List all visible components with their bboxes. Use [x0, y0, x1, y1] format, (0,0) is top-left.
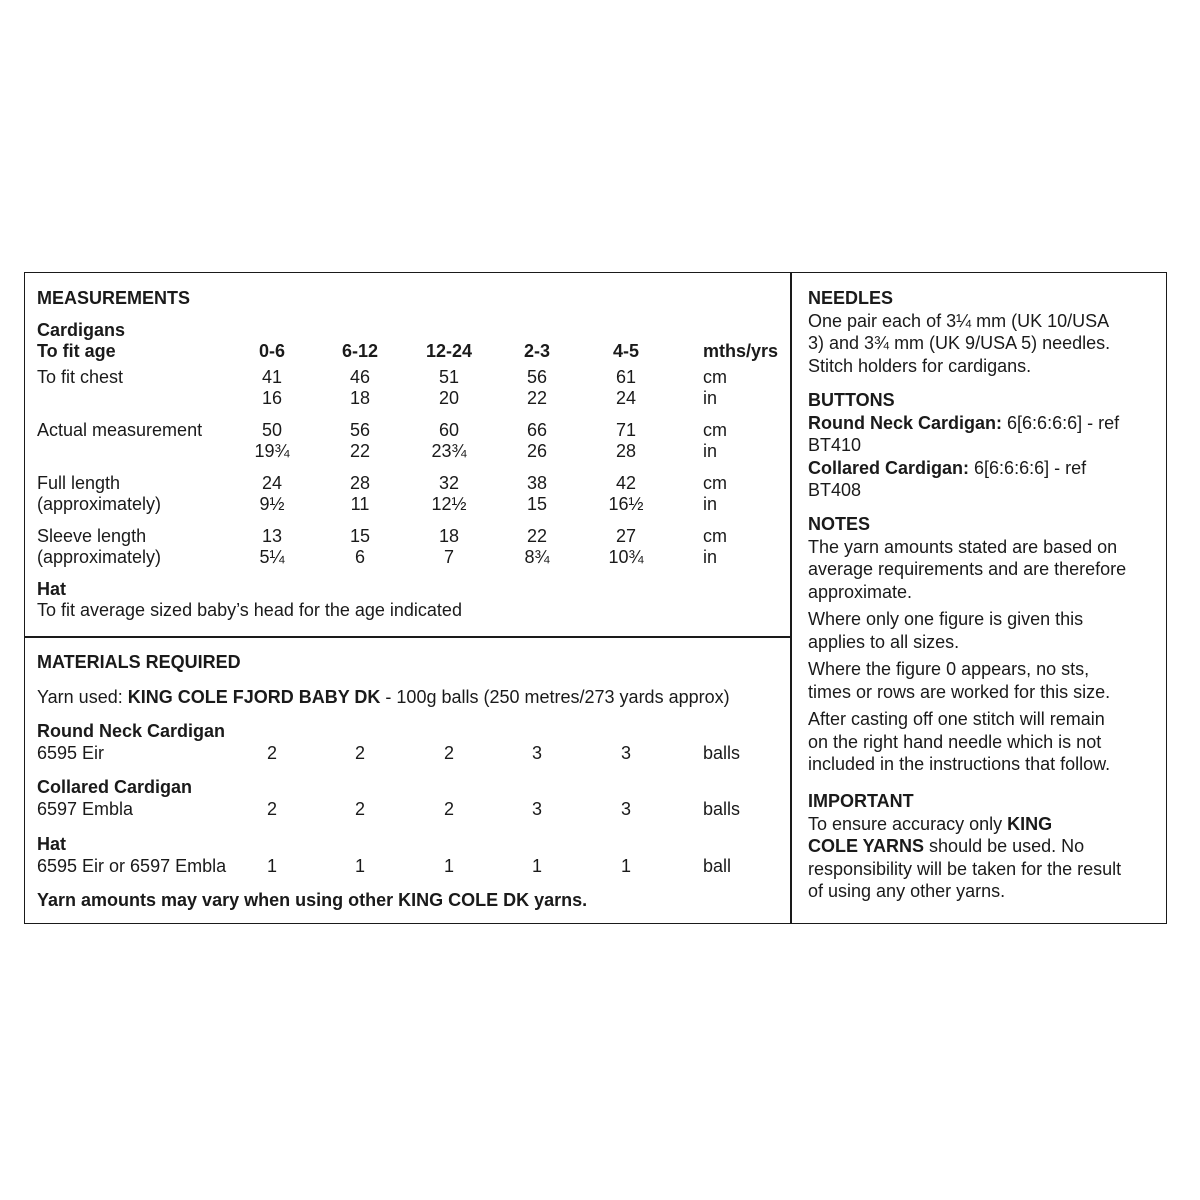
in-value: 12½ — [431, 494, 467, 514]
cm-value: 46 — [349, 367, 371, 387]
qty-value: 3 — [531, 743, 542, 763]
yarn-used-suffix: - 100g balls (250 metres/273 yards approx) — [380, 687, 730, 707]
notes-text: on the right hand needle which is not — [808, 731, 1102, 752]
qty-value: 3 — [620, 743, 631, 763]
unit-in: in — [703, 547, 718, 567]
to-fit-age-label: To fit age — [37, 341, 116, 361]
in-value: 22 — [349, 441, 371, 461]
in-value: 19¾ — [254, 441, 290, 461]
unit-in: in — [703, 441, 718, 461]
cm-value: 42 — [615, 473, 637, 493]
qty-value: 2 — [266, 799, 277, 819]
in-value: 20 — [438, 388, 460, 408]
materials-footer-note: Yarn amounts may vary when using other KING COLE DK yarns. — [37, 890, 588, 910]
cm-value: 32 — [438, 473, 460, 493]
important-line: of using any other yarns. — [808, 881, 1006, 901]
in-value: 7 — [443, 547, 454, 567]
buttons-heading: BUTTONS — [808, 390, 895, 410]
materials-heading: MATERIALS REQUIRED — [37, 652, 241, 672]
yarn-used-line — [37, 687, 730, 708]
qty-value: 1 — [266, 856, 277, 876]
cm-value: 38 — [526, 473, 548, 493]
notes-text: approximate. — [808, 581, 913, 602]
size-header: 12-24 — [425, 341, 473, 361]
needles-text: One pair each of 3¼ mm (UK 10/USA — [808, 310, 1110, 331]
row-label: Full length — [37, 473, 121, 493]
cm-value: 56 — [349, 420, 371, 440]
cm-value: 50 — [261, 420, 283, 440]
important-brand: KING — [1007, 813, 1053, 834]
measurements-heading: MEASUREMENTS — [37, 288, 191, 308]
unit-in: in — [703, 388, 718, 408]
hat-label: Hat — [37, 579, 67, 599]
in-value: 5¼ — [259, 547, 285, 567]
cm-value: 18 — [438, 526, 460, 546]
qty-value: 2 — [354, 743, 365, 763]
in-value: 24 — [615, 388, 637, 408]
qty-value: 1 — [354, 856, 365, 876]
notes-text: Where only one figure is given this — [808, 609, 1084, 629]
cm-value: 22 — [526, 526, 548, 546]
important-brand: COLE YARNS — [808, 836, 925, 856]
qty-value: 3 — [620, 799, 631, 819]
unit-header: mths/yrs — [703, 341, 779, 361]
cm-value: 15 — [349, 526, 371, 546]
qty-value: 1 — [443, 856, 454, 876]
material-item-title: Collared Cardigan — [37, 777, 193, 797]
cm-value: 60 — [438, 420, 460, 440]
cardigans-label: Cardigans — [37, 320, 126, 340]
unit-cm: cm — [703, 420, 727, 440]
row-label: Sleeve length — [37, 526, 147, 546]
material-item-shade: 6597 Embla — [37, 799, 134, 819]
in-value: 10¾ — [608, 547, 644, 567]
notes-text: average requirements and are therefore — [808, 559, 1127, 579]
important-section — [808, 790, 1158, 903]
in-value: 8¾ — [524, 547, 550, 567]
qty-unit: balls — [703, 743, 741, 763]
qty-value: 2 — [266, 743, 277, 763]
cm-value: 51 — [438, 367, 460, 387]
qty-value: 1 — [531, 856, 542, 876]
material-item-shade: 6595 Eir or 6597 Embla — [37, 856, 227, 876]
notes-text: applies to all sizes. — [808, 631, 960, 652]
unit-in: in — [703, 494, 718, 514]
notes-text: The yarn amounts stated are based on — [808, 536, 1118, 557]
important-text: To ensure accuracy only — [808, 813, 1008, 834]
important-line — [808, 813, 1158, 836]
in-value: 22 — [526, 388, 548, 408]
qty-value: 1 — [620, 856, 631, 876]
cm-value: 24 — [261, 473, 283, 493]
in-value: 16 — [261, 388, 283, 408]
cm-value: 13 — [261, 526, 283, 546]
size-header: 0-6 — [258, 341, 285, 361]
qty-value: 2 — [443, 743, 454, 763]
cm-value: 28 — [349, 473, 371, 493]
cm-value: 56 — [526, 367, 548, 387]
cm-value: 66 — [526, 420, 548, 440]
in-value: 23¾ — [431, 441, 467, 461]
in-value: 6 — [354, 547, 365, 567]
material-item-title: Round Neck Cardigan — [37, 721, 226, 741]
important-line — [808, 835, 1158, 858]
round-neck-ref: BT410 — [808, 435, 862, 455]
cm-value: 61 — [615, 367, 637, 387]
qty-unit: balls — [703, 799, 741, 819]
in-value: 9½ — [259, 494, 285, 514]
row-label: Actual measurement — [37, 420, 203, 440]
notes-text: times or rows are worked for this size. — [808, 681, 1111, 702]
row-sublabel: (approximately) — [37, 547, 162, 567]
important-text: should be used. No — [924, 836, 1085, 856]
in-value: 15 — [526, 494, 548, 514]
buttons-collared-line — [808, 457, 1158, 480]
yarn-used-prefix: Yarn used: — [37, 687, 128, 707]
notes-text: Where the figure 0 appears, no sts, — [808, 659, 1090, 679]
in-value: 11 — [350, 494, 370, 514]
in-value: 26 — [526, 441, 548, 461]
yarn-name: KING COLE FJORD BABY DK — [127, 687, 381, 707]
row-sublabel: (approximately) — [37, 494, 162, 514]
qty-value: 2 — [354, 799, 365, 819]
cm-value: 27 — [615, 526, 637, 546]
section-divider — [24, 636, 791, 638]
unit-cm: cm — [703, 367, 727, 387]
size-header: 6-12 — [341, 341, 379, 361]
buttons-round-line — [808, 412, 1158, 435]
cm-value: 71 — [615, 420, 637, 440]
notes-text: After casting off one stitch will remain — [808, 709, 1105, 729]
row-label: To fit chest — [37, 367, 124, 387]
notes-section — [808, 513, 1158, 776]
needles-heading: NEEDLES — [808, 288, 894, 308]
notes-heading: NOTES — [808, 514, 871, 534]
qty-value: 3 — [531, 799, 542, 819]
size-header: 2-3 — [523, 341, 550, 361]
size-header: 4-5 — [612, 341, 639, 361]
column-divider — [790, 272, 792, 924]
in-value: 28 — [615, 441, 637, 461]
needles-text: 3) and 3¾ mm (UK 9/USA 5) needles. — [808, 333, 1111, 353]
important-heading: IMPORTANT — [808, 791, 914, 811]
round-neck-value: 6[6:6:6:6] - ref — [1002, 412, 1120, 433]
in-value: 16½ — [608, 494, 644, 514]
unit-cm: cm — [703, 526, 727, 546]
notes-text: included in the instructions that follow. — [808, 754, 1111, 774]
material-item-shade: 6595 Eir — [37, 743, 105, 763]
unit-cm: cm — [703, 473, 727, 493]
round-neck-label: Round Neck Cardigan: — [808, 412, 1003, 433]
important-line: responsibility will be taken for the result — [808, 858, 1122, 879]
qty-value: 2 — [443, 799, 454, 819]
buttons-section — [808, 389, 1158, 502]
needles-section — [808, 287, 1158, 377]
cm-value: 41 — [261, 367, 283, 387]
needles-text: Stitch holders for cardigans. — [808, 355, 1032, 376]
qty-unit: ball — [703, 856, 732, 876]
hat-fit-text: To fit average sized baby’s head for the age indicated — [37, 600, 462, 620]
collared-value: 6[6:6:6:6] - ref — [969, 457, 1087, 478]
material-item-title: Hat — [37, 834, 67, 854]
collared-label: Collared Cardigan: — [808, 457, 970, 478]
in-value: 18 — [349, 388, 371, 408]
collared-ref: BT408 — [808, 480, 862, 500]
